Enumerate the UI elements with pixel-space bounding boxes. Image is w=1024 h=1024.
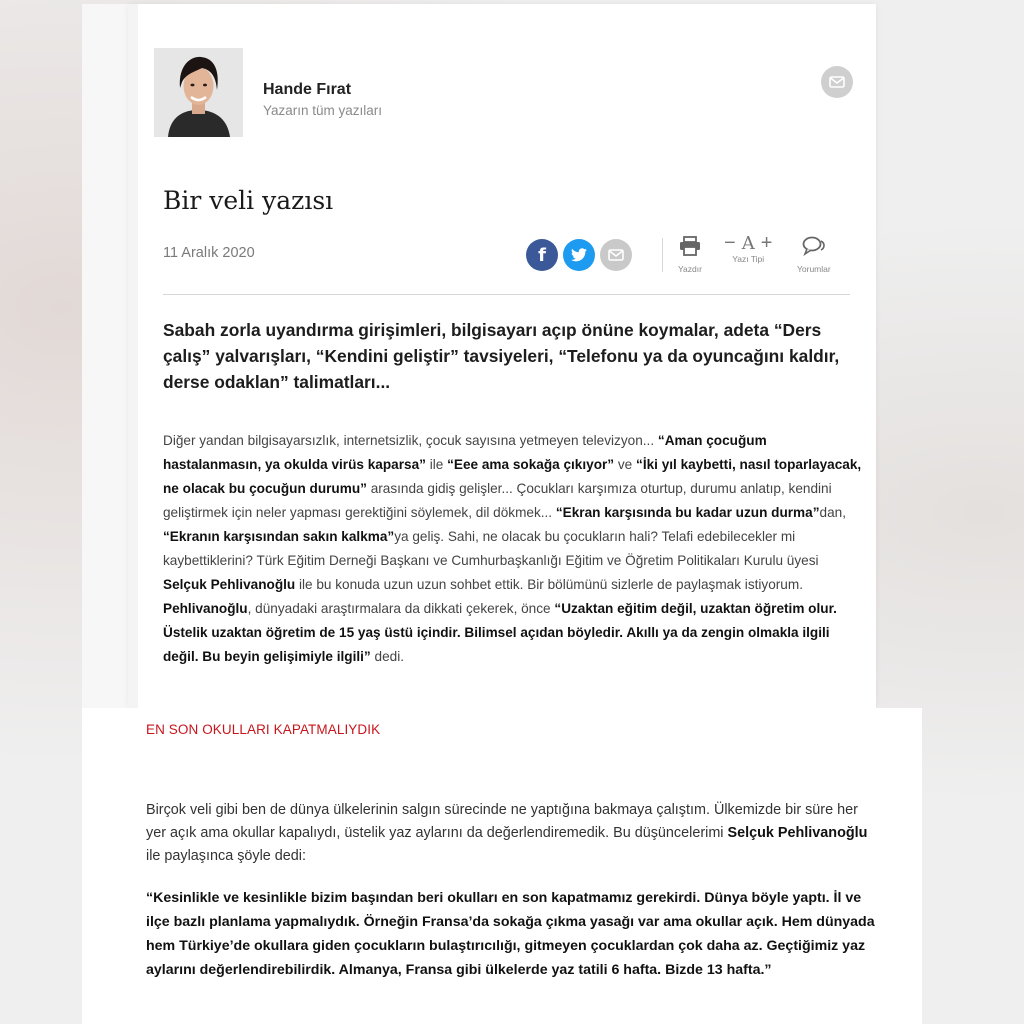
article-date: 11 Aralık 2020 bbox=[163, 245, 255, 261]
article-title: Bir veli yazısı bbox=[163, 186, 334, 215]
text-run: ile bu konuda uzun uzun sohbet ettik. Bir bölümünü sizlerle de paylaşmak istiyorum. bbox=[295, 577, 803, 592]
avatar-portrait-icon bbox=[154, 48, 243, 137]
bold-text-run: “Aman çocuğum hastalanmasın, ya okulda virüs kaparsa” bbox=[163, 433, 767, 472]
bold-text-run: Selçuk Pehlivanoğlu bbox=[163, 577, 296, 592]
text-run: ile paylaşınca şöyle dedi: bbox=[146, 848, 306, 864]
text-run: , dünyadaki araştırmalara da dikkati çekerek, önce bbox=[247, 601, 555, 616]
comments-button[interactable] bbox=[797, 236, 831, 274]
text-run: ve bbox=[614, 457, 637, 472]
author-mail-button[interactable] bbox=[821, 66, 853, 98]
text-run: ya geliş. Sahi, ne olacak bu çocukların hali? Telafi edebilecekler mi kaybettiklerini? Türk Eğitim Derneği Başkanı ve Cumhurbaşkanlığı Eğitim ve Öğretim Politikaları Kurulu üyesi bbox=[163, 529, 819, 568]
text-run: arasında gidiş gelişler... Çocukları karşımıza oturtup, durumu anlatıp, kendini geliştirmek için neler yapması gerektiğini söylemek, dil dökmek... bbox=[163, 481, 832, 520]
font-size-control[interactable] bbox=[724, 233, 772, 264]
author-avatar[interactable] bbox=[154, 48, 243, 137]
print-label: Yazdır bbox=[678, 264, 702, 274]
comments-icon bbox=[802, 236, 826, 256]
text-run: Diğer yandan bilgisayarsızlık, internetsizlik, çocuk sayısına yetmeyen televizyon... bbox=[163, 433, 658, 448]
mail-icon bbox=[829, 76, 845, 88]
bold-text-run: “Uzaktan eğitim değil, uzaktan öğretim olur. Üstelik uzaktan öğretim de 15 yaş üstü içindir. Bilimsel açıdan böyledir. Akıllı ya da zengin olmakla ilgili değil. Bu beyin gelişimiyle ilgili” bbox=[163, 601, 837, 664]
text-run: dedi. bbox=[370, 649, 404, 664]
bold-text-run: “İki yıl kaybetti, nasıl toparlayacak, ne olacak bu çocuğun durumu” bbox=[163, 457, 862, 496]
email-share-button[interactable] bbox=[600, 239, 632, 271]
font-glyph: A bbox=[741, 233, 755, 254]
font-label: Yazı Tipi bbox=[732, 254, 765, 264]
twitter-icon bbox=[571, 248, 587, 262]
print-button[interactable] bbox=[678, 236, 702, 274]
toolbar-divider bbox=[662, 238, 663, 272]
printer-icon bbox=[679, 236, 701, 256]
article-quote: “Kesinlikle ve kesinlikle bizim başından beri okulları en son kapatmamız gerekirdi. Dünya böyle yaptı. İl ve ilçe bazlı planlama yapmalıydık. Örneğin Fransa’da sokağa çıkma yasağı var ama okullar açık. Hem dünyada hem Türkiye’de okullara giden çocukların bulaştırıcılığı, gitmeyen çocuklardan çok daha az. Geçtiğimiz yaz aylarını değerlendirebilirdik. Almanya, Fransa gibi ülkelerde yaz tatili 6 hafta. Bizde 13 hafta.” bbox=[146, 890, 875, 978]
page-margin bbox=[82, 4, 128, 708]
author-name[interactable]: Hande Fırat bbox=[263, 81, 352, 98]
article-paragraph-2 bbox=[146, 799, 876, 868]
section-heading: EN SON OKULLARI KAPATMALIYDIK bbox=[146, 722, 381, 737]
bold-text-run: “Ekranın karşısından sakın kalkma” bbox=[163, 529, 395, 544]
article-paragraph-1 bbox=[163, 429, 863, 669]
mail-icon bbox=[608, 249, 624, 261]
decrease-font-icon[interactable]: − bbox=[724, 232, 736, 254]
bold-text-run: “Eee ama sokağa çıkıyor” bbox=[447, 457, 615, 472]
comments-label: Yorumlar bbox=[797, 264, 831, 274]
header-divider bbox=[163, 294, 850, 295]
bold-text-run: Selçuk Pehlivanoğlu bbox=[727, 825, 868, 841]
text-run: Birçok veli gibi ben de dünya ülkelerinin salgın sürecinde ne yaptığına bakmaya çalıştım. Ülkemizde bir süre her yer açık ama okullar kapalıydı, üstelik yaz aylarını da değerlendiremedik. Bu düşüncelerimi bbox=[146, 802, 858, 841]
bold-text-run: “Ekran karşısında bu kadar uzun durma” bbox=[555, 505, 820, 520]
text-run: ile bbox=[425, 457, 448, 472]
facebook-share-button[interactable] bbox=[526, 239, 558, 271]
facebook-icon: f bbox=[538, 244, 546, 266]
twitter-share-button[interactable] bbox=[563, 239, 595, 271]
article-lead: Sabah zorla uyandırma girişimleri, bilgisayarı açıp önüne koymalar, adeta “Ders çalış” yalvarışları, “Kendini geliştir” tavsiyeleri, “Telefonu ya da oyuncağını kaldır, derse odaklan” talimatları... bbox=[163, 320, 840, 392]
author-all-posts-link[interactable]: Yazarın tüm yazıları bbox=[263, 103, 383, 118]
bold-text-run: Pehlivanoğlu bbox=[163, 601, 248, 616]
text-run: dan, bbox=[819, 505, 846, 520]
increase-font-icon[interactable]: + bbox=[760, 232, 773, 254]
